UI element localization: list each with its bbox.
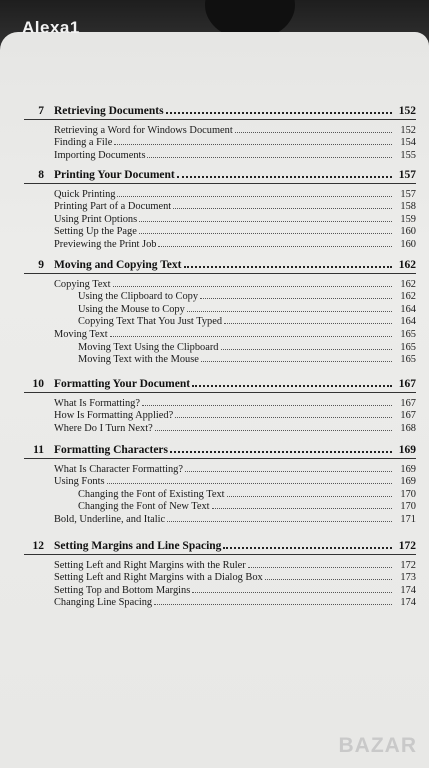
chapter-rule — [24, 554, 416, 555]
entry-page: 164 — [400, 316, 416, 328]
toc-entry[interactable] — [24, 475, 416, 488]
entry-page: 174 — [400, 597, 416, 609]
dot-leader — [147, 156, 392, 158]
entry-page: 155 — [400, 149, 416, 161]
toc-entry[interactable] — [24, 315, 416, 328]
entry-page: 152 — [400, 124, 416, 136]
entry-title: What Is Character Formatting? — [54, 463, 183, 475]
dot-leader — [173, 207, 392, 209]
toc-entry[interactable] — [24, 500, 416, 513]
chapter-heading[interactable] — [24, 374, 416, 390]
entry-page: 157 — [400, 188, 416, 200]
dot-leader — [201, 360, 392, 362]
toc-entry[interactable] — [24, 340, 416, 353]
chapter-page: 162 — [398, 259, 416, 271]
entry-title: Bold, Underline, and Italic — [54, 513, 166, 525]
dot-leader — [200, 297, 392, 299]
entry-page: 165 — [400, 341, 416, 353]
chapter-number: 9 — [38, 259, 44, 271]
entry-page: 162 — [400, 278, 416, 290]
chapter-number: 11 — [33, 444, 44, 456]
entry-title: Moving Text with the Mouse — [78, 354, 199, 366]
entry-page: 167 — [400, 397, 416, 409]
chapter-number: 10 — [32, 378, 44, 390]
entry-title: Moving Text Using the Clipboard — [78, 341, 219, 353]
toc-entry[interactable] — [24, 302, 416, 315]
entry-page: 168 — [400, 422, 416, 434]
entry-title: Moving Text — [54, 328, 108, 340]
chapter-rule — [24, 458, 416, 459]
chapter-11 — [24, 440, 416, 525]
chapter-page: 172 — [398, 540, 416, 552]
toc-entry[interactable] — [24, 225, 416, 238]
dot-leader — [265, 578, 392, 580]
chapter-8 — [24, 165, 416, 250]
entry-page: 171 — [400, 513, 416, 525]
toc-entry[interactable] — [24, 583, 416, 596]
entry-page: 167 — [400, 410, 416, 422]
entry-title: Changing the Font of Existing Text — [78, 488, 225, 500]
chapter-page: 169 — [398, 444, 416, 456]
entry-title: Using Print Options — [54, 213, 138, 225]
dot-leader — [223, 546, 392, 549]
entry-title: Setting Left and Right Margins with a Dialog Box — [54, 572, 263, 584]
entry-title: Setting Left and Right Margins with the Ruler — [54, 559, 246, 571]
entry-title: Retrieving a Word for Windows Document — [54, 124, 233, 136]
chapter-9 — [24, 255, 416, 365]
dot-leader — [139, 220, 392, 222]
entry-page: 158 — [400, 201, 416, 213]
entry-title: Changing Line Spacing — [54, 597, 153, 609]
toc-entry[interactable] — [24, 512, 416, 525]
entry-page: 165 — [400, 328, 416, 340]
dot-leader — [114, 143, 392, 145]
entry-page: 159 — [400, 213, 416, 225]
dot-leader — [212, 507, 392, 509]
dot-leader — [185, 470, 392, 472]
chapter-heading[interactable] — [24, 255, 416, 271]
toc-entry[interactable] — [24, 558, 416, 571]
entry-page: 169 — [400, 476, 416, 488]
chapter-rule — [24, 273, 416, 274]
entry-title: Copying Text That You Just Typed — [78, 316, 223, 328]
entry-page: 154 — [400, 137, 416, 149]
dot-leader — [154, 603, 392, 605]
dot-leader — [177, 175, 392, 178]
chapter-12 — [24, 536, 416, 608]
chapter-title: Formatting Your Document — [54, 378, 191, 390]
dot-leader — [117, 195, 392, 197]
dot-leader — [192, 591, 392, 593]
chapter-title: Setting Margins and Line Spacing — [54, 540, 222, 552]
dot-leader — [167, 520, 392, 522]
chapter-number: 8 — [38, 169, 44, 181]
entry-page: 174 — [400, 584, 416, 596]
dot-leader — [158, 245, 392, 247]
chapter-page: 152 — [398, 105, 416, 117]
entry-page: 160 — [400, 226, 416, 238]
entry-page: 165 — [400, 354, 416, 366]
chapter-10 — [24, 374, 416, 434]
dot-leader — [166, 111, 392, 114]
chapter-title: Retrieving Documents — [54, 105, 164, 117]
entry-page: 169 — [400, 463, 416, 475]
dot-leader — [139, 232, 392, 234]
chapter-page: 157 — [398, 169, 416, 181]
toc-entry[interactable] — [24, 123, 416, 136]
entry-title: How Is Formatting Applied? — [54, 410, 174, 422]
dot-leader — [221, 348, 392, 350]
toc-entry[interactable] — [24, 353, 416, 366]
chapter-heading[interactable] — [24, 536, 416, 552]
entry-title: Setting Up the Page — [54, 226, 137, 238]
entry-title: Printing Part of a Document — [54, 201, 172, 213]
chapter-heading[interactable] — [24, 101, 416, 117]
toc-entry[interactable] — [24, 571, 416, 584]
chapter-rule — [24, 119, 416, 120]
entry-title: Importing Documents — [54, 149, 146, 161]
toc-entry[interactable] — [24, 396, 416, 409]
entry-title: Setting Top and Bottom Margins — [54, 584, 191, 596]
toc-entry[interactable] — [24, 487, 416, 500]
toc-entry[interactable] — [24, 237, 416, 250]
entry-title: Using Fonts — [54, 476, 105, 488]
chapter-page: 167 — [398, 378, 416, 390]
entry-title: Previewing the Print Job — [54, 238, 157, 250]
dot-leader — [187, 310, 392, 312]
entry-title: Using the Clipboard to Copy — [78, 291, 199, 303]
dot-leader — [227, 495, 392, 497]
toc-entry[interactable] — [24, 596, 416, 609]
toc-entry[interactable] — [24, 409, 416, 422]
toc-entry[interactable] — [24, 148, 416, 161]
user-watermark: Alexa1 — [22, 18, 80, 37]
brand-watermark: BAZAR — [338, 734, 417, 757]
dot-leader — [110, 335, 392, 337]
entry-title: Where Do I Turn Next? — [54, 422, 153, 434]
dot-leader — [155, 429, 392, 431]
entry-page: 162 — [400, 291, 416, 303]
dot-leader — [248, 566, 392, 568]
chapter-title: Printing Your Document — [54, 169, 175, 181]
toc-entry[interactable] — [24, 462, 416, 475]
dot-leader — [170, 450, 392, 453]
entry-page: 172 — [400, 559, 416, 571]
entry-page: 160 — [400, 238, 416, 250]
chapter-title: Formatting Characters — [54, 444, 169, 456]
entry-page: 173 — [400, 572, 416, 584]
chapter-heading[interactable] — [24, 165, 416, 181]
toc-entry[interactable] — [24, 421, 416, 434]
chapter-title: Moving and Copying Text — [54, 259, 182, 271]
dot-leader — [107, 482, 392, 484]
dot-leader — [175, 416, 392, 418]
dot-leader — [113, 285, 392, 287]
chapter-heading[interactable] — [24, 440, 416, 456]
entry-title: Quick Printing — [54, 188, 116, 200]
chapter-number: 12 — [32, 540, 44, 552]
dot-leader — [184, 265, 393, 268]
dot-leader — [192, 384, 392, 387]
chapter-rule — [24, 183, 416, 184]
entry-title: Changing the Font of New Text — [78, 501, 210, 513]
toc-entry[interactable] — [24, 212, 416, 225]
chapter-number: 7 — [38, 105, 44, 117]
chapter-rule — [24, 392, 416, 393]
entry-title: Using the Mouse to Copy — [78, 303, 185, 315]
toc-entry[interactable] — [24, 136, 416, 149]
toc-entry[interactable] — [24, 200, 416, 213]
entry-title: Copying Text — [54, 278, 111, 290]
chapter-7 — [24, 101, 416, 161]
entry-title: What Is Formatting? — [54, 397, 140, 409]
dot-leader — [235, 131, 392, 133]
toc-entry[interactable] — [24, 327, 416, 340]
toc-entry[interactable] — [24, 277, 416, 290]
dot-leader — [224, 322, 392, 324]
entry-page: 164 — [400, 303, 416, 315]
toc-entry[interactable] — [24, 290, 416, 303]
entry-page: 170 — [400, 488, 416, 500]
entry-title: Finding a File — [54, 137, 113, 149]
entry-page: 170 — [400, 501, 416, 513]
dot-leader — [142, 404, 392, 406]
toc-entry[interactable] — [24, 187, 416, 200]
